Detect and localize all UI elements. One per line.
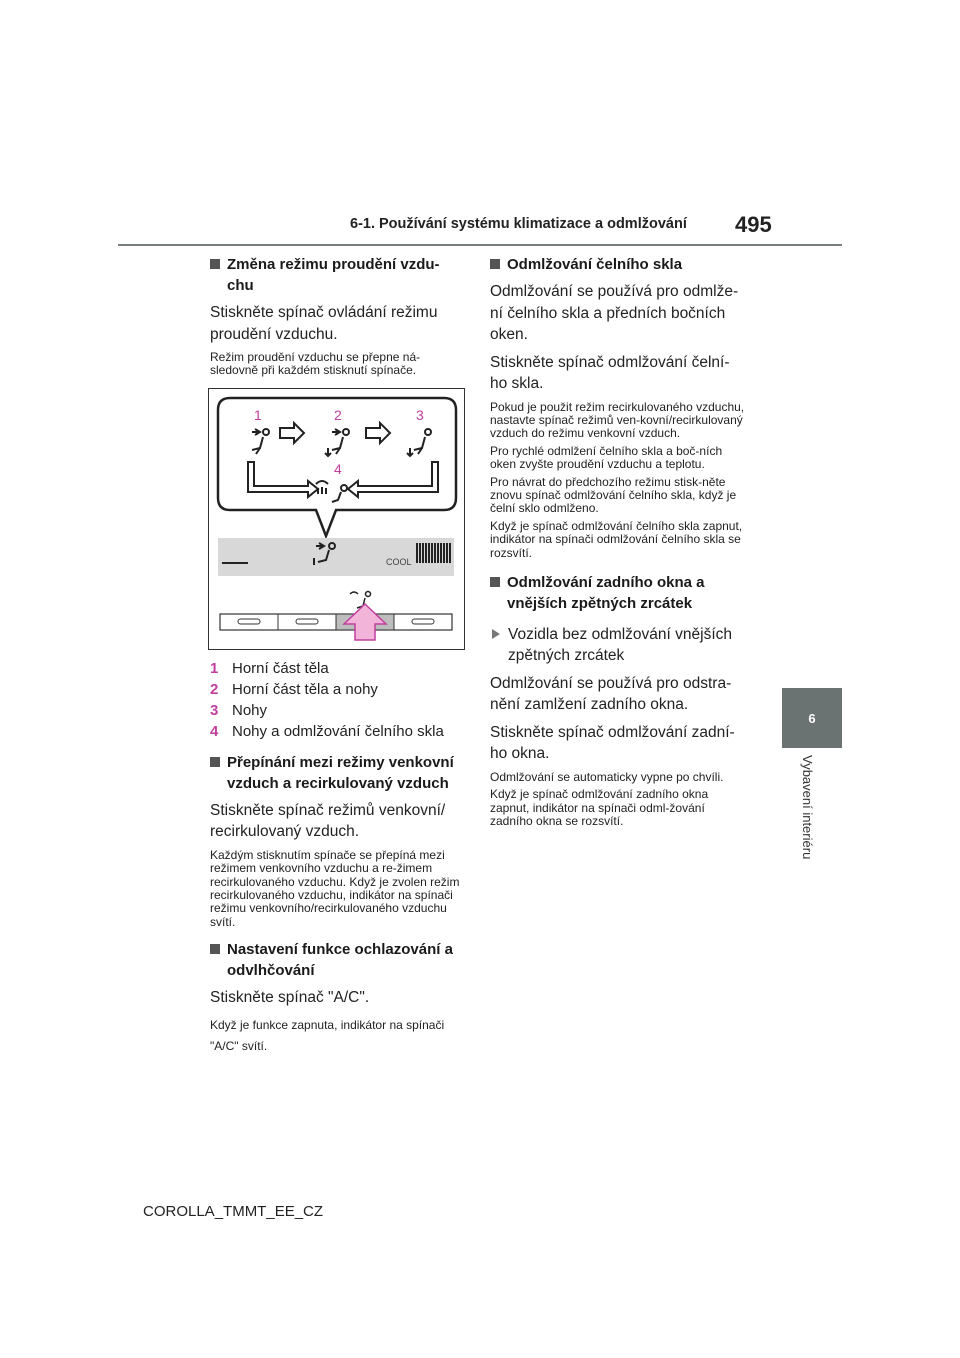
subheading-vehicles-without-mirror-defog: Vozidla bez odmlžování vnějších zpětných zrcátek: [490, 624, 745, 667]
footer-model-code: COROLLA_TMMT_EE_CZ: [143, 1203, 324, 1220]
note-airflow: Režim proudění vzduchu se přepne ná-sledovně při každém stisknutí spínače.: [210, 350, 421, 378]
legend-item: [210, 721, 465, 742]
page-number: 495: [735, 212, 772, 237]
note-item: Když je spínač odmlžování čelního skla zapnut, indikátor na spínači odmlžování čelního skla se rozsvítí.: [490, 518, 743, 560]
text-ac-instruction: Stiskněte spínač "A/C".: [210, 989, 370, 1007]
legend-item: [210, 679, 465, 700]
notes-rear: [490, 771, 745, 829]
notes-windshield: [490, 401, 745, 560]
note-item: Pro návrat do předchozího režimu stisk-něte znovu spínač odmlžování čelního skla, když je čelní sklo odmlženo.: [490, 474, 737, 516]
note-item: Pokud je použit režim recirkulovaného vzduchu, nastavte spínač režimů ven-kovní/recirkulovaný vzduch do režimu venkovní vzduch.: [490, 399, 745, 441]
text-rear-purpose: Odmlžování se používá pro odstra-nění zamlžení zadního okna.: [490, 674, 732, 714]
mode-number-1: 1: [254, 406, 262, 423]
text-airflow-instruction: Stiskněte spínač ovládání režimu proudění vzduchu.: [210, 304, 438, 343]
legend-text: Nohy a odmlžování čelního skla: [232, 722, 444, 740]
legend-number: 2: [210, 680, 219, 698]
left-column: [210, 254, 465, 1063]
heading-recirculation: Přepínání mezi režimy venkovní vzduch a recirkulovaný vzduch: [210, 752, 465, 794]
display-cool-label: COOL: [386, 556, 412, 567]
legend-number: 3: [210, 701, 219, 719]
running-header: 6-1. Používání systému klimatizace a odmlžování: [350, 216, 687, 232]
mode-number-3: 3: [416, 406, 424, 423]
chapter-tab: 6: [782, 688, 842, 748]
heading-ac: Nastavení funkce ochlazování a odvlhčování: [210, 939, 465, 981]
heading-windshield-defog: Odmlžování čelního skla: [490, 254, 745, 275]
climate-display: [218, 538, 454, 576]
text-windshield-instruction: Stiskněte spínač odmlžování čelní-ho skla.: [490, 353, 730, 392]
heading-airflow-mode: Změna režimu proudění vzdu-chu: [210, 254, 465, 296]
airflow-mode-diagram: [208, 388, 465, 650]
legend-text: Nohy: [232, 701, 268, 719]
mode-legend: [210, 658, 465, 742]
legend-number: 4: [210, 722, 219, 740]
legend-text: Horní část těla a nohy: [232, 680, 378, 698]
header-rule: [118, 244, 842, 246]
text-recirculation-instruction: Stiskněte spínač režimů venkovní/ recirkulovaný vzduch.: [210, 801, 446, 841]
note-recirculation: Každým stisknutím spínače se přepíná mezi režimem venkovního vzduchu a re-žimem recirkulovaného vzduchu. Když je zvolen režim recirkulovaného vzduchu, indikátor na spínači režimu venkovního/recirkulovaného vzduchu svítí.: [210, 847, 460, 929]
legend-item: [210, 658, 465, 679]
note-item: Pro rychlé odmlžení čelního skla a boč-ních oken zvyšte proudění vzduchu a teplotu.: [490, 443, 723, 472]
heading-rear-defog: Odmlžování zadního okna a vnějších zpětných zrcátek: [490, 572, 745, 614]
text-windshield-purpose: Odmlžování se používá pro odmlže-ní čelního skla a předních bočních oken.: [490, 283, 739, 343]
chapter-label: Vybavení interiéru: [800, 755, 815, 860]
note-item: Když je spínač odmlžování zadního okna zapnut, indikátor na spínači odml-žování zadního okna se rozsvítí.: [490, 787, 709, 829]
legend-number: 1: [210, 659, 219, 677]
mode-number-2: 2: [334, 406, 342, 423]
note-item: Odmlžování se automaticky vypne po chvíli.: [490, 769, 724, 784]
mode-number-4: 4: [334, 460, 342, 477]
right-column: [490, 254, 745, 835]
text-rear-instruction: Stiskněte spínač odmlžování zadní-ho okna.: [490, 723, 735, 763]
legend-text: Horní část těla: [232, 659, 329, 677]
note-ac: Když je funkce zapnuta, indikátor na spínači "A/C" svítí.: [210, 1017, 445, 1053]
legend-item: [210, 700, 465, 721]
